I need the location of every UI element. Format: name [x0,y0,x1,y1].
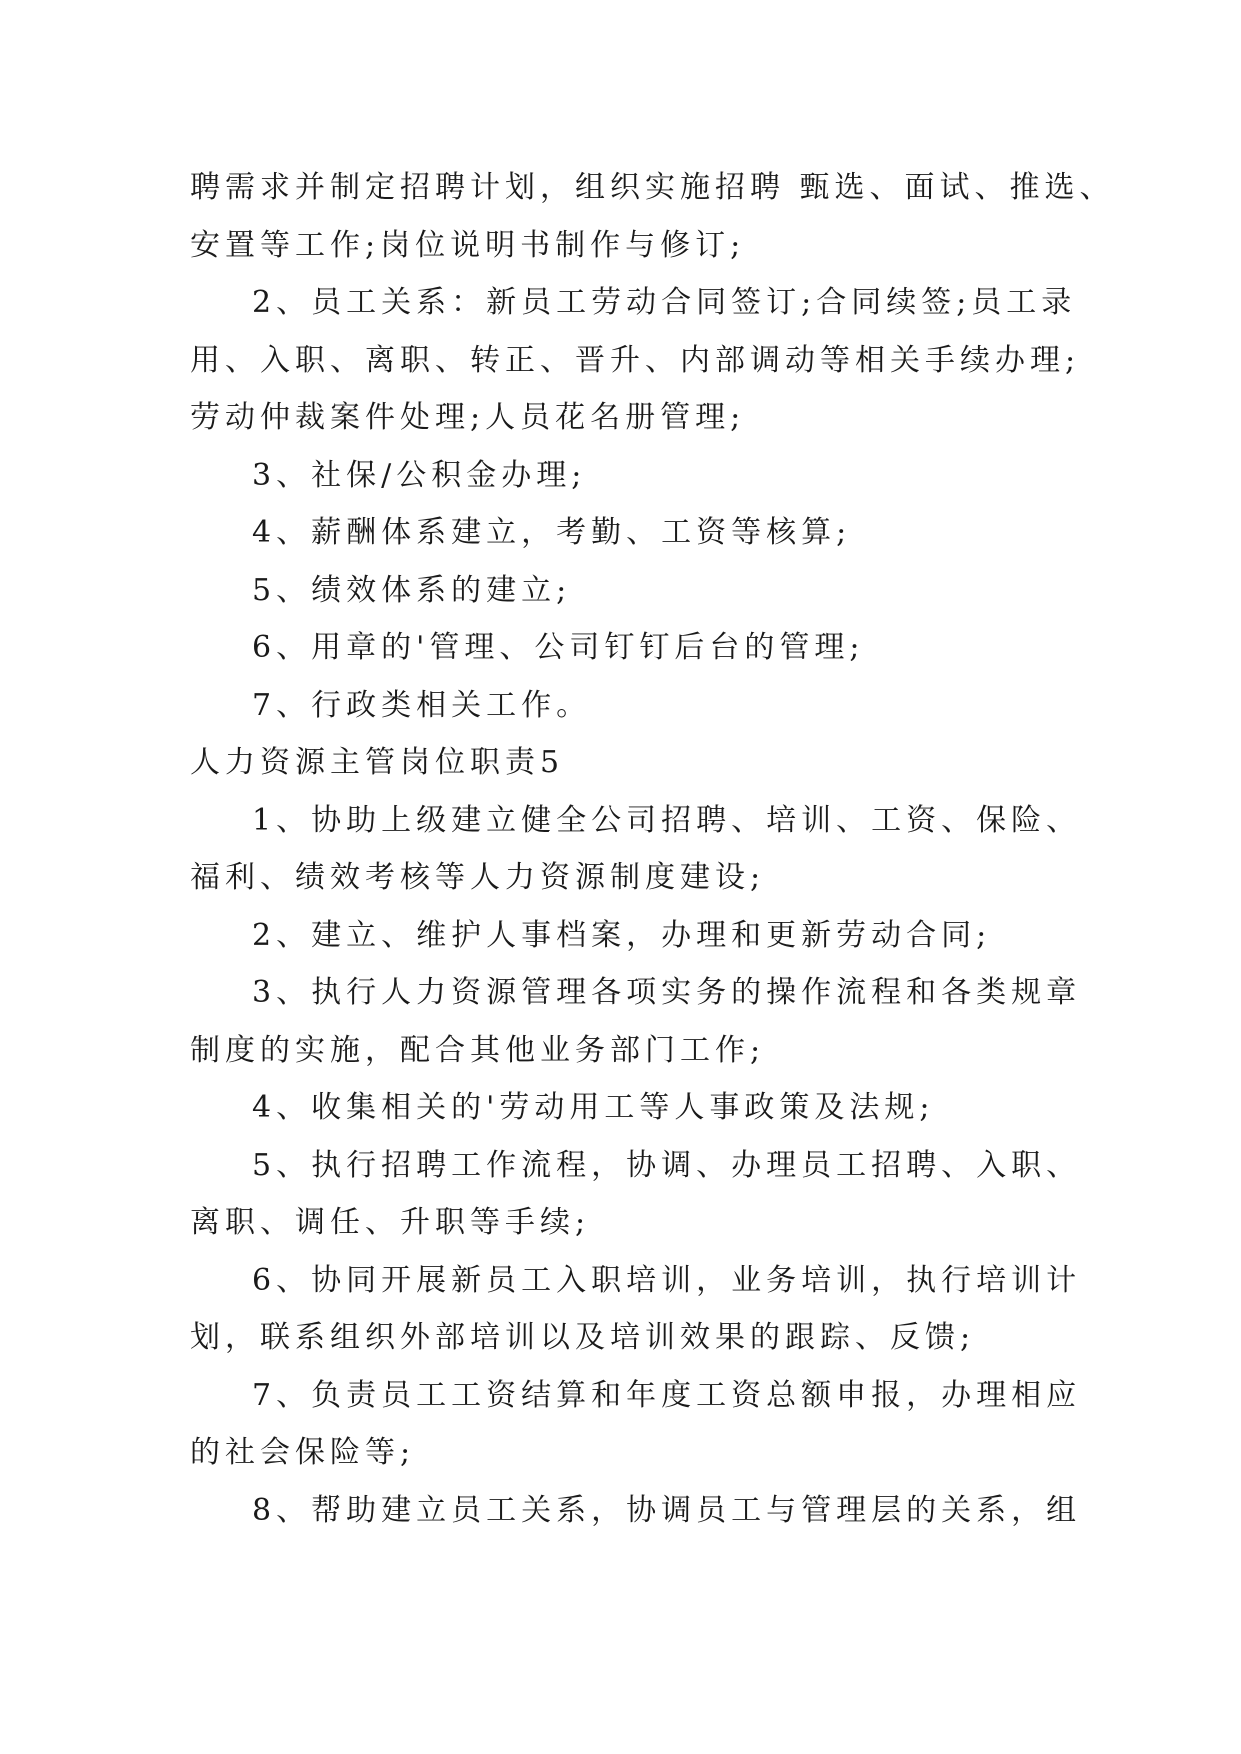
text-line: 6、用章的'管理、公司钉钉后台的管理; [252,630,865,665]
text-line: 离职、调任、升职等手续; [190,1205,591,1240]
text-line: 2、建立、维护人事档案，办理和更新劳动合同; [252,918,992,953]
text-line: 4、收集相关的'劳动用工等人事政策及法规; [252,1090,935,1125]
text-line: 5、绩效体系的建立; [252,573,572,608]
text-line: 安置等工作;岗位说明书制作与修订; [190,228,746,263]
text-line: 的社会保险等; [190,1435,416,1470]
text-line: 4、薪酬体系建立，考勤、工资等核算; [252,515,852,550]
text-line: 2、员工关系：新员工劳动合同签订;合同续签;员工录 [252,285,1077,320]
text-line: 划，联系组织外部培训以及培训效果的跟踪、反馈; [190,1320,976,1355]
text-line: 8、帮助建立员工关系，协调员工与管理层的关系，组 [252,1493,1082,1528]
section-heading: 人力资源主管岗位职责5 [190,745,565,780]
text-line: 制度的实施，配合其他业务部门工作; [190,1033,766,1068]
text-line: 用、入职、离职、转正、晋升、内部调动等相关手续办理; [190,343,1081,378]
text-line: 3、执行人力资源管理各项实务的操作流程和各类规章 [252,975,1082,1010]
text-line: 劳动仲裁案件处理;人员花名册管理; [190,400,746,435]
text-line: 6、协同开展新员工入职培训，业务培训，执行培训计 [252,1263,1082,1298]
text-line: 5、执行招聘工作流程，协调、办理员工招聘、入职、 [252,1148,1082,1183]
text-line: 7、行政类相关工作。 [252,688,592,723]
text-line: 7、负责员工工资结算和年度工资总额申报，办理相应 [252,1378,1082,1413]
text-line: 福利、绩效考核等人力资源制度建设; [190,860,766,895]
text-line: 3、社保/公积金办理; [252,458,587,493]
text-line: 1、协助上级建立健全公司招聘、培训、工资、保险、 [252,803,1082,838]
text-line: 聘需求并制定招聘计划，组织实施招聘 甄选、面试、推选、 [190,170,1115,205]
